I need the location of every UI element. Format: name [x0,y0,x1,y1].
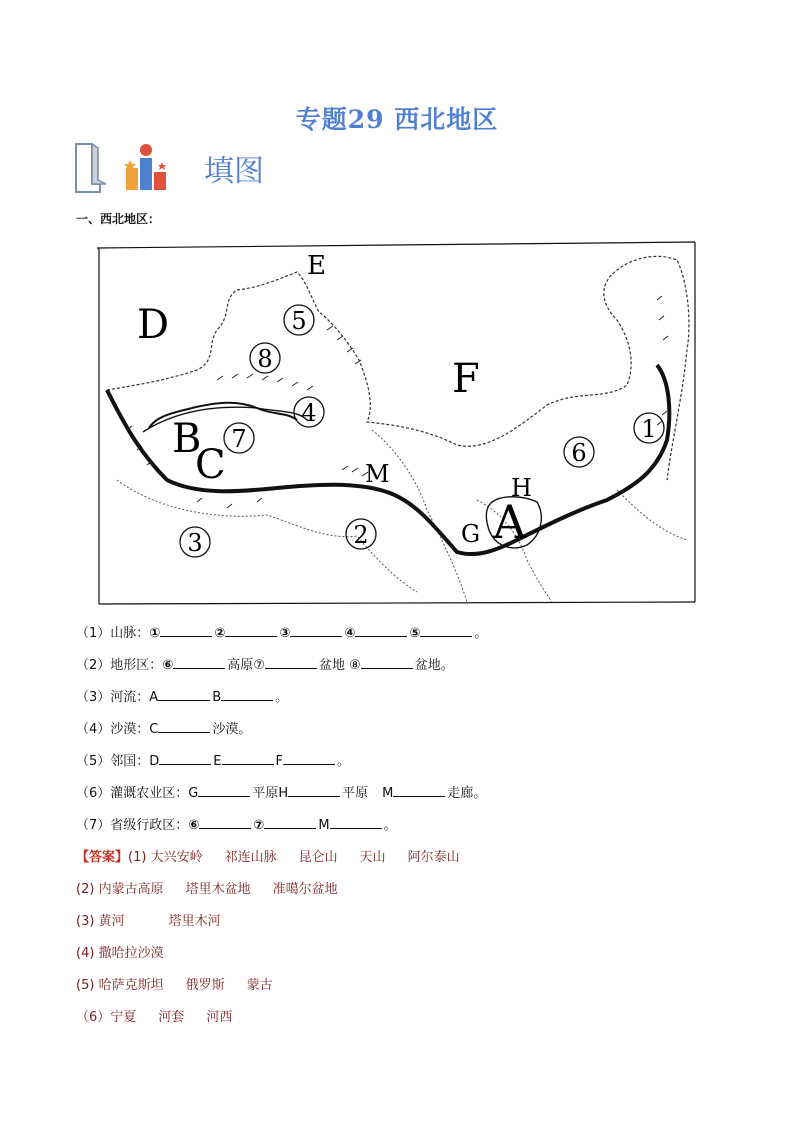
map-label-M: M [365,460,390,488]
question-6: （6）灌溉农业区：G 平原H 平原 M 走廊。 [76,786,487,801]
answer-blank[interactable] [173,656,225,669]
map-number-8: 8 [257,345,273,373]
answer-line-1: 【答案】(1) 大兴安岭 祁连山脉 昆仑山 天山 阿尔泰山 [76,850,460,865]
subtitle: 一、西北地区： [76,212,161,226]
answer-line-2: (2) 内蒙古高原 塔里木盆地 准噶尔盆地 [76,882,338,897]
answer-blank[interactable] [160,624,212,637]
answer-blank[interactable] [288,784,340,797]
answer-blank[interactable] [290,624,342,637]
northwest-map [97,240,697,606]
question-3: （3）河流：A B 。 [76,690,289,705]
answer-line-6: （6）宁夏 河套 河西 [76,1010,233,1025]
question-2: （2）地形区：⑥ 高原⑦ 盆地 ⑧ 盆地。 [76,658,454,673]
answer-blank[interactable] [330,816,382,829]
answer-blank[interactable] [225,624,277,637]
answer-line-4: (4) 撒哈拉沙漠 [76,946,164,961]
section-header [72,140,264,196]
map-label-H: H [511,474,532,502]
map-label-A: A [493,495,527,549]
answer-blank[interactable] [159,752,211,765]
map-number-1: 1 [641,415,657,443]
answer-blank[interactable] [222,752,274,765]
answer-blank[interactable] [361,656,413,669]
question-1: （1）山脉：① ② ③ ④ ⑤ 。 [76,626,488,641]
answer-blank[interactable] [158,720,210,733]
answer-line-5: (5) 哈萨克斯坦 俄罗斯 蒙古 [76,978,273,993]
answer-blank[interactable] [158,688,210,701]
map-number-3: 3 [187,529,203,557]
map-number-7: 7 [231,425,247,453]
answer-blank[interactable] [393,784,445,797]
map-label-C: C [195,442,226,488]
map-number-5: 5 [291,307,307,335]
answer-blank[interactable] [355,624,407,637]
answer-blank[interactable] [198,784,250,797]
answer-blank[interactable] [283,752,335,765]
map-label-G: G [461,520,481,548]
question-4: （4）沙漠：C 沙漠。 [76,722,252,737]
answer-blank[interactable] [265,656,317,669]
answer-line-3: (3) 黄河 塔里木河 [76,914,221,929]
map-label-F: F [452,356,480,402]
map-number-2: 2 [353,521,369,549]
map-label-B: B [172,416,202,462]
question-7: （7）省级行政区：⑥ ⑦ M 。 [76,818,397,833]
answer-blank[interactable] [420,624,472,637]
question-5: （5）邻国：D E F 。 [76,754,351,769]
page-title: 专题29 西北地区 [295,105,499,134]
map-label-E: E [307,251,326,281]
section-label: 填图 [204,154,264,189]
section-badge-icon [72,140,192,196]
map-number-4: 4 [301,399,317,427]
answer-blank[interactable] [264,816,316,829]
answer-blank[interactable] [221,688,273,701]
answer-blank[interactable] [199,816,251,829]
map-number-6: 6 [571,439,587,467]
map-label-D: D [137,302,170,348]
